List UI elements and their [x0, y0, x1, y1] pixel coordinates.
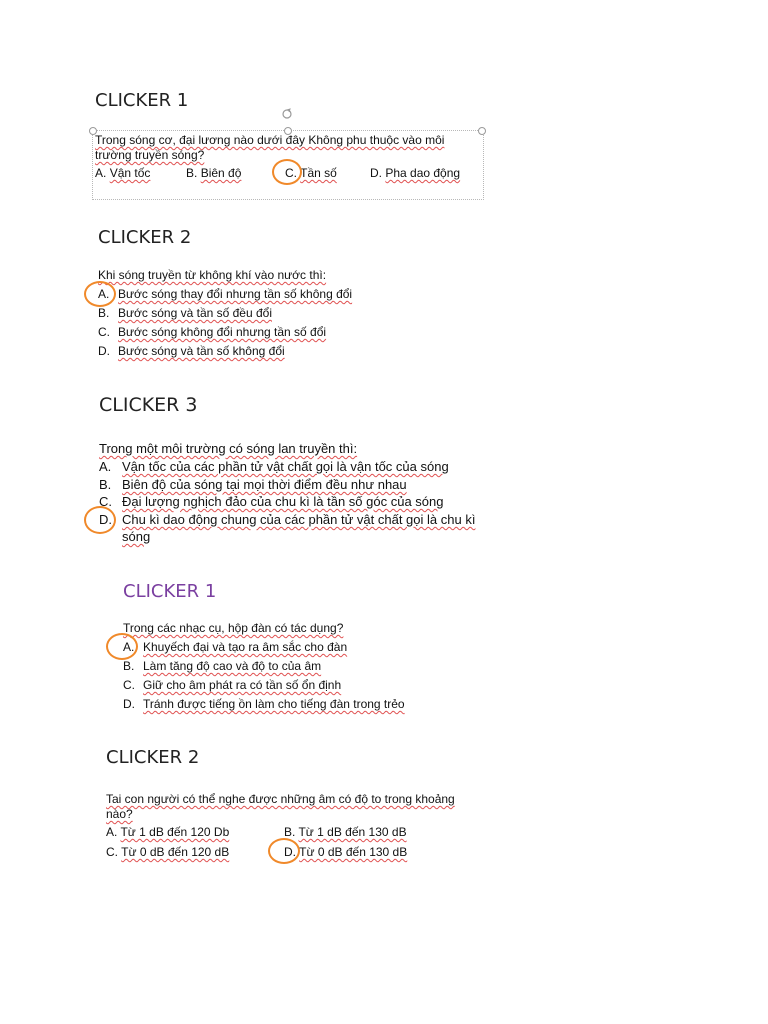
option-c[interactable]: C. Tần số [285, 166, 337, 180]
question-title: CLICKER 1 [95, 90, 189, 111]
question-title: CLICKER 1 [123, 581, 217, 602]
question-title: CLICKER 2 [106, 747, 200, 768]
question-text: Khi sóng truyền từ không khí vào nước thì: [98, 268, 327, 282]
option-d[interactable]: D. Pha dao động [370, 166, 461, 180]
option-a[interactable]: A. Bước sóng thay đổi nhưng tần số không đổi [98, 287, 353, 301]
option-d[interactable]: D. Bước sóng và tần số không đổi [98, 344, 285, 358]
option-d[interactable]: D. Chu kì dao động chung của các phần tử vật chất gọi là chu kì sóng [99, 512, 476, 544]
option-b[interactable]: B. Làm tăng độ cao và độ to của âm [123, 659, 322, 673]
answer-circle [268, 838, 300, 864]
question-title: CLICKER 2 [98, 227, 192, 248]
option-b[interactable]: B. Từ 1 dB đến 130 dB [284, 825, 407, 839]
option-a[interactable]: A. Từ 1 dB đến 120 Db [106, 825, 230, 839]
option-c[interactable]: C. Bước sóng không đổi nhưng tần số đổi [98, 325, 327, 339]
option-c[interactable]: C. Giữ cho âm phát ra có tần số ổn định [123, 678, 342, 692]
option-d[interactable]: D. Tránh được tiếng ồn làm cho tiếng đàn trong trẻo [123, 697, 405, 711]
option-a[interactable]: A. Vận tốc [95, 166, 151, 180]
option-c[interactable]: C. Đại lượng nghịch đảo của chu kì là tần số góc của sóng [99, 494, 444, 509]
option-d[interactable]: D. Từ 0 dB đến 130 dB [284, 845, 408, 859]
answer-circle [84, 281, 116, 307]
question-text: Trong sóng cơ, đại lương nào dưới đây Không phu thuộc vào môi trường truyền sóng? [95, 133, 445, 162]
option-b[interactable]: B. Biên độ [186, 166, 242, 180]
question-title: CLICKER 3 [99, 394, 198, 416]
question-text: Trong một môi trường có sóng lan truyền thì: [99, 441, 358, 456]
option-b[interactable]: B. Bước sóng và tần số đều đổi [98, 306, 272, 320]
question-text: Trong các nhạc cụ, hộp đàn có tác dụng? [123, 621, 344, 635]
option-c[interactable]: C. Từ 0 dB đến 120 dB [106, 845, 230, 859]
answer-circle [272, 159, 302, 185]
option-b[interactable]: B. Biên độ của sóng tại mọi thời điểm đều như nhau [99, 477, 407, 492]
answer-circle [84, 506, 116, 534]
question-text: Tai con người có thể nghe được những âm có độ to trong khoảng nào? [106, 792, 455, 821]
answer-circle [106, 633, 138, 660]
option-a[interactable]: A. Vận tốc của các phần tử vật chất gọi là vận tốc của sóng [99, 459, 449, 474]
option-a[interactable]: A. Khuyếch đại và tạo ra âm sắc cho đàn [123, 640, 348, 654]
rotate-handle-icon[interactable] [281, 108, 293, 120]
